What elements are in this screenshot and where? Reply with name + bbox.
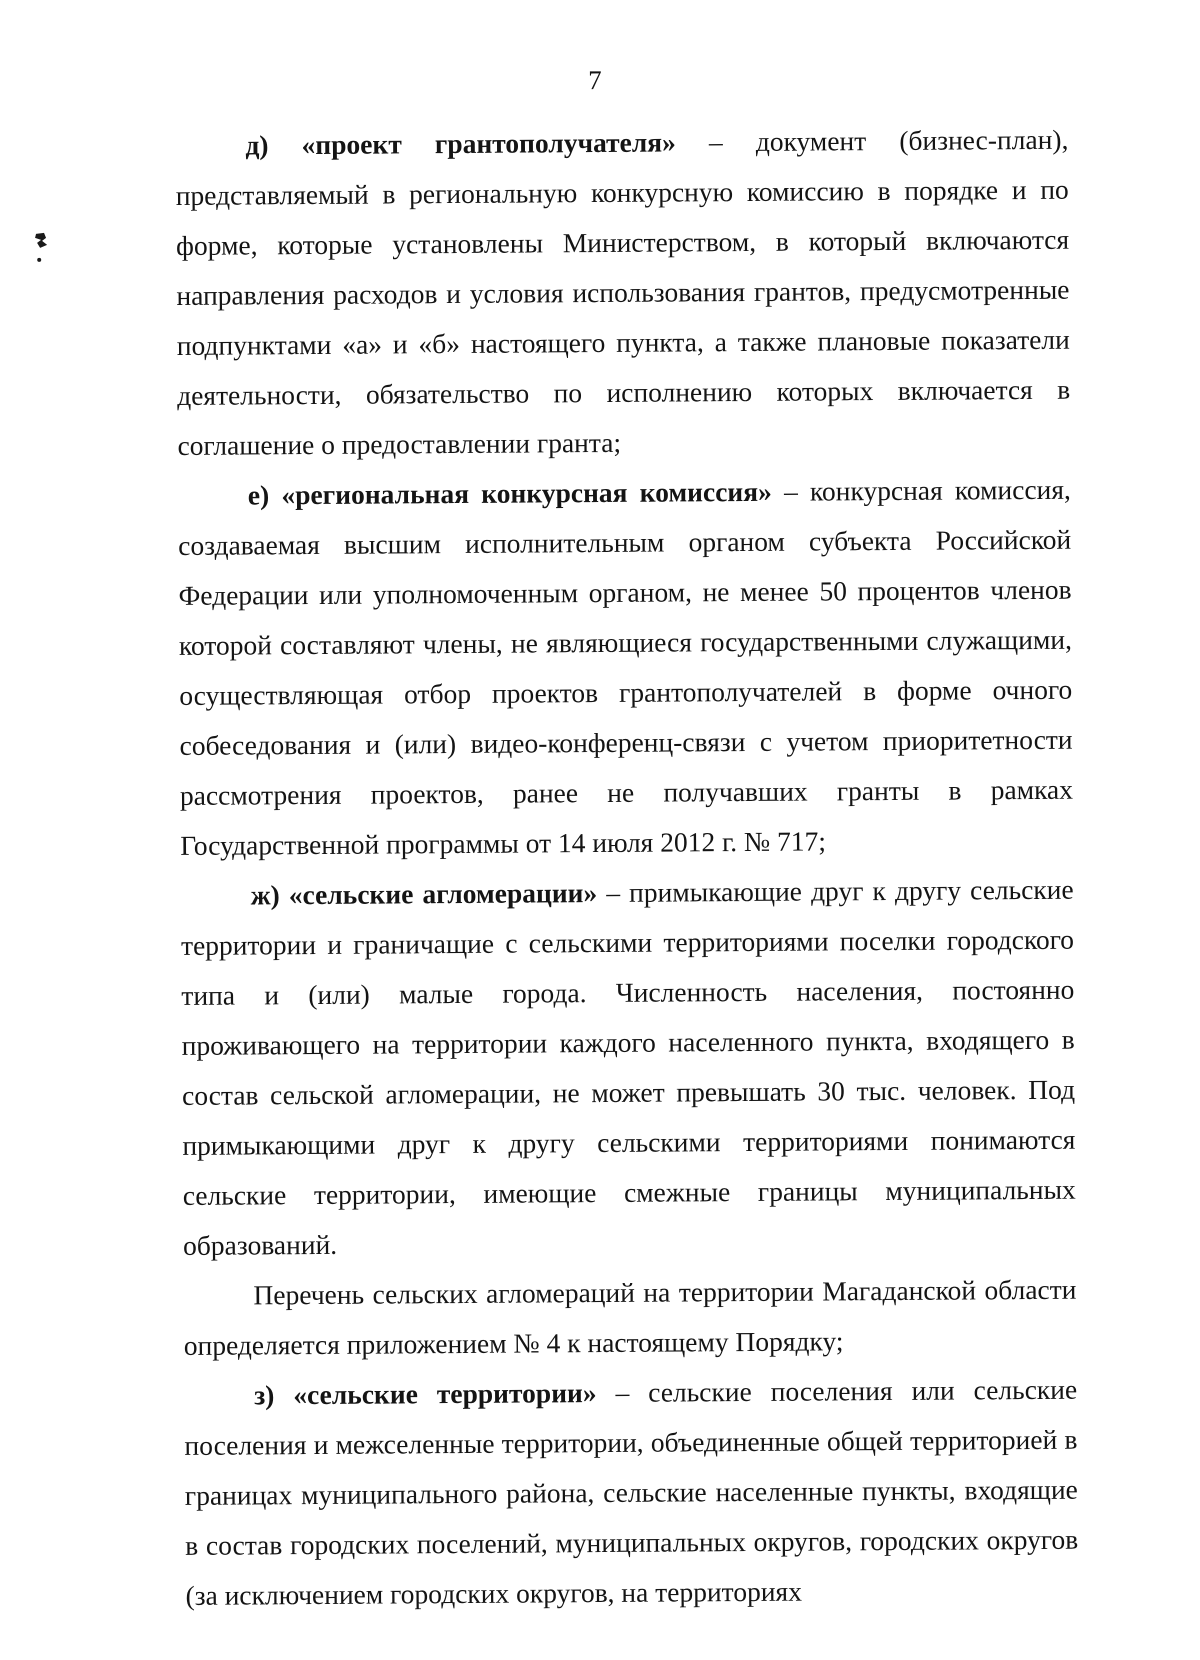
term-e: е) «региональная конкурсная комиссия» [247, 475, 772, 511]
paragraph-e-text: – конкурсная комиссия, создаваемая высшим исполнительным органом субъекта Российской Федерации или уполномоченным органом, не менее 50 процентов членов которой составляют члены, не являющиеся государственными служащими, осуществляющая отбор проектов грантополучателей в форме очного собеседования и (или) видео-конференц-связи с учетом приоритетности рассмотрения проектов, ранее не получавших гранты в рамках Государственной программы от 14 июля 2012 г. № 717; [178, 473, 1074, 861]
term-z: з) «сельские территории» [254, 1377, 597, 1411]
paragraph-d-text: – документ (бизнес-план), представляемый в региональную конкурсную комиссию в порядке и по форме, которые установлены Министерством, в который включаются направления расходов и условия использования грантов, предусмотренные подпунктами «а» и «б» настоящего пункта, а также плановые показатели деятельности, обязательство по исполнению которых включается в соглашение о предоставлении гранта; [175, 123, 1071, 461]
paragraph-z [184, 1365, 1079, 1621]
paragraph-zh [180, 865, 1076, 1271]
paragraph-d [175, 115, 1070, 471]
paragraph-zh-text: – примыкающие друг к другу сельские территории и граничащие с сельскими территориями поселки городского типа и (или) малые города. Численность населения, постоянно проживающего на территории каждого населенного пункта, входящего в состав сельской агломерации, не может превышать 30 тыс. человек. Под примыкающими друг к другу сельскими территориями понимаются сельские территории, имеющие смежные границы муниципальных образований. [180, 873, 1076, 1261]
paragraph-agglomeration-list-text: Перечень сельских агломераций на территории Магаданской области определяется приложением № 4 к настоящему Порядку; [183, 1273, 1077, 1361]
page-number: 7 [588, 64, 602, 96]
scan-artifact-mark [32, 232, 50, 266]
term-zh: ж) «сельские агломерации» [250, 877, 598, 911]
term-d: д) «проект грантополучателя» [245, 126, 676, 161]
document-body [175, 115, 1078, 1621]
paragraph-agglomeration-list [183, 1265, 1077, 1371]
paragraph-e [178, 465, 1074, 871]
paragraph-z-text: – сельские поселения или сельские поселения и межселенные территории, объединенные общей территорией в границах муниципального района, сельские населенные пункты, входящие в состав городских поселений, муниципальных округов, городских округов (за исключением городских округов, на территориях [184, 1373, 1079, 1611]
